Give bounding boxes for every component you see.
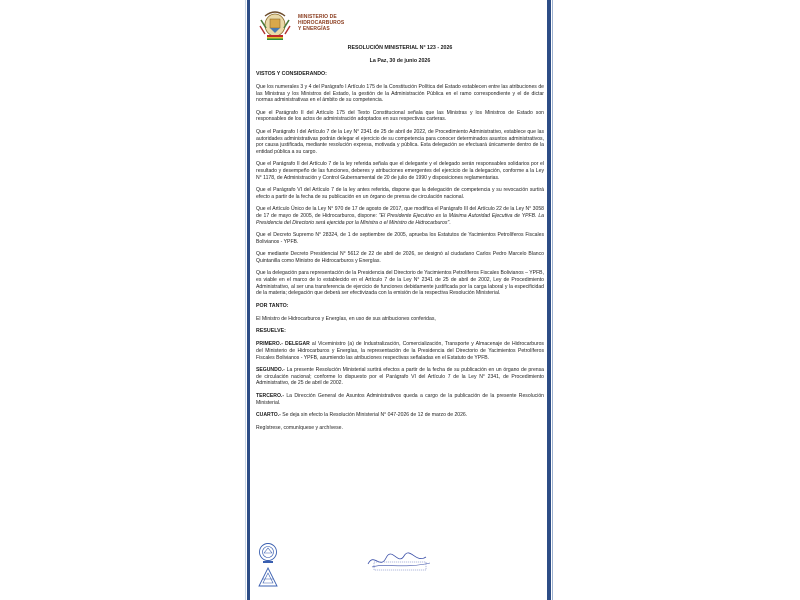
article-second <box>256 367 544 387</box>
article-text: La presente Resolución Ministerial surtirá efectos a partir de la fecha de su publicación en un órgano de prensa de circulación nacional; conforme lo dispuesto por el Parágrafo VI del Artículo 7 de la Ley N° 2341, de Procedimiento Administrativo, de 25 de abril de 2002. <box>256 367 544 387</box>
consideration-paragraph: Que el Parágrafo II del Artículo 175 del Texto Constitucional señala que las Ministras y los Ministros de Estado son responsables de los actos de administración adoptados en sus respectivas carteras. <box>256 109 544 123</box>
consideration-paragraph: Que el Parágrafo II del Artículo 7 de la ley referida señala que el delegante y el delegado serán responsables solidarios por el resultado y desempeño de las funciones, deberes y atribuciones emergentes del ejercicio de la delegación, conforme a la Ley N° 1178, de Administración y Control Gubernamental de 20 de julio de 1990 y disposiciones reglamentarias. <box>256 161 544 181</box>
article-label: SEGUNDO.- <box>256 367 285 374</box>
resolution-date: La Paz, 30 de junio 2026 <box>369 58 431 64</box>
page-frame-right-inner <box>552 0 553 600</box>
article-text: Se deja sin efecto la Resolución Ministerial N° 047-2026 de 12 de marzo de 2026. <box>280 412 468 419</box>
article-third <box>256 393 544 406</box>
therefore-heading: POR TANTO: <box>256 302 289 309</box>
article-text: La Dirección General de Asuntos Administrativos queda a cargo de la publicación de la presente Resolución Ministerial. <box>256 393 544 406</box>
ministry-name <box>298 14 344 32</box>
consideration-paragraph: Que el Decreto Supremo N° 28324, de 1 de septiembre de 2005, aprueba los Estatutos de Yacimientos Petrolíferos Fiscales Bolivianos - YPFB. <box>256 232 544 245</box>
considering-heading: VISTOS Y CONSIDERANDO: <box>256 71 327 77</box>
article-fourth <box>256 412 544 419</box>
ministry-line-2: HIDROCARBUROS <box>298 20 345 26</box>
article-text: al Viceministro (a) de Industralización, Comercialización, Transporte y Almacenaje de Hidrocarburos del Ministerio de Hidrocarburos y Energías, la representación de la Presidencia del Directorio de Yacimientos Petrolíferos Fiscales Bolivianos - YPFB, asumiendo las atribuciones respectivas señaladas en el Estatuto de YPFB. <box>256 341 544 361</box>
article-label: TERCERO.- <box>256 393 285 399</box>
signature-stamp-icon <box>364 550 436 572</box>
article-label: PRIMERO.- DELEGAR <box>256 341 310 348</box>
page-frame-right <box>547 0 551 600</box>
consideration-paragraph: Que los numerales 3 y 4 del Parágrafo I Artículo 175 de la Constitución Política del Estado establecen entre las atribuciones de las Ministras y los Ministros del Estado, la gestión de la Administración Pública en el ramo correspondiente y el de dictar normas administrativas en el ámbito de su competencia. <box>256 84 544 104</box>
closing-formula: Regístrese, comuníquese y archívese. <box>256 424 343 431</box>
ministry-line-3: Y ENERGÍAS <box>298 26 330 32</box>
therefore-paragraph: El Ministro de Hidrocarburos y Energías, en uso de sus atribuciones conferidas, <box>256 315 436 322</box>
consideration-text: Que el Artículo Único de la Ley N° 970 de 17 de agosto de 2017, que modifica el Parágrafo III del Artículo 22 de la Ley N° 3058 de 17 de mayo de 2005, de Hidrocarburos, dispone: <box>256 206 544 219</box>
consideration-law-970 <box>256 206 544 226</box>
document-body <box>256 45 544 431</box>
article-first <box>256 341 544 361</box>
article-label: CUARTO.- <box>256 412 281 419</box>
page-frame-left <box>247 0 250 600</box>
ministry-seal-icon <box>258 567 278 589</box>
letterhead <box>258 6 458 42</box>
coat-of-arms-icon <box>258 6 292 40</box>
resolves-heading: RESUELVE: <box>256 328 286 335</box>
ministry-line-1: MINISTERIO DE <box>298 14 337 20</box>
consideration-end: . <box>449 219 451 226</box>
consideration-paragraph: Que el Parágrafo VI del Artículo 7 de la ley antes referida, dispone que la delegación de competencia y su revocación surtirá efecto a partir de la fecha de su publicación en un órgano de prensa de circulación nacional. <box>256 187 544 200</box>
signature-area <box>256 540 544 600</box>
consideration-paragraph: Que la delegación para representación de la Presidencia del Directorio de Yacimientos Petrolíferos Fiscales Bolivianos – YPFB, es viable en el marco de lo establecido en el Artículo 7 de la Ley N° 2341 de 25 de abril de 2002, Ley de Procedimiento Administrativo, al ser una transferencia de ejercicio de funciones debidamente justificada por la carga laboral y la especificidad de la materia; delegación que deberá ser efectivizada con la emisión de la respectiva Resolución Ministerial. <box>256 270 544 297</box>
ministry-seal-icon <box>258 542 278 564</box>
consideration-paragraph: Que el Parágrafo I del Artículo 7 de la Ley N° 2341 de 25 de abril de 2022, de Procedimiento Administrativo, establece que las autoridades administrativas podrán delegar el ejercicio de su competencia para conocer determinados asuntos administrativos, por causa justificada, mediante resolución expresa, motivada y pública. Esta delegación se efectuará únicamente dentro de la entidad pública a su cargo. <box>256 128 544 155</box>
consideration-quote: "El Presidente Ejecutivo es la Máxima Autoridad Ejecutiva de YPFB. La Presidencia del Directorio será ejercida por la Ministra o el Ministro de Hidrocarburos" <box>256 212 544 226</box>
consideration-paragraph: Que mediante Decreto Presidencial N° 5612 de 22 de abril de 2026, se designó al ciudadano Carlos Pedro Marcelo Blanco Quintanilla como Ministro de Hidrocarburos y Energías. <box>256 251 544 264</box>
resolution-title: RESOLUCIÓN MINISTERIAL N° 123 - 2026 <box>347 45 453 51</box>
